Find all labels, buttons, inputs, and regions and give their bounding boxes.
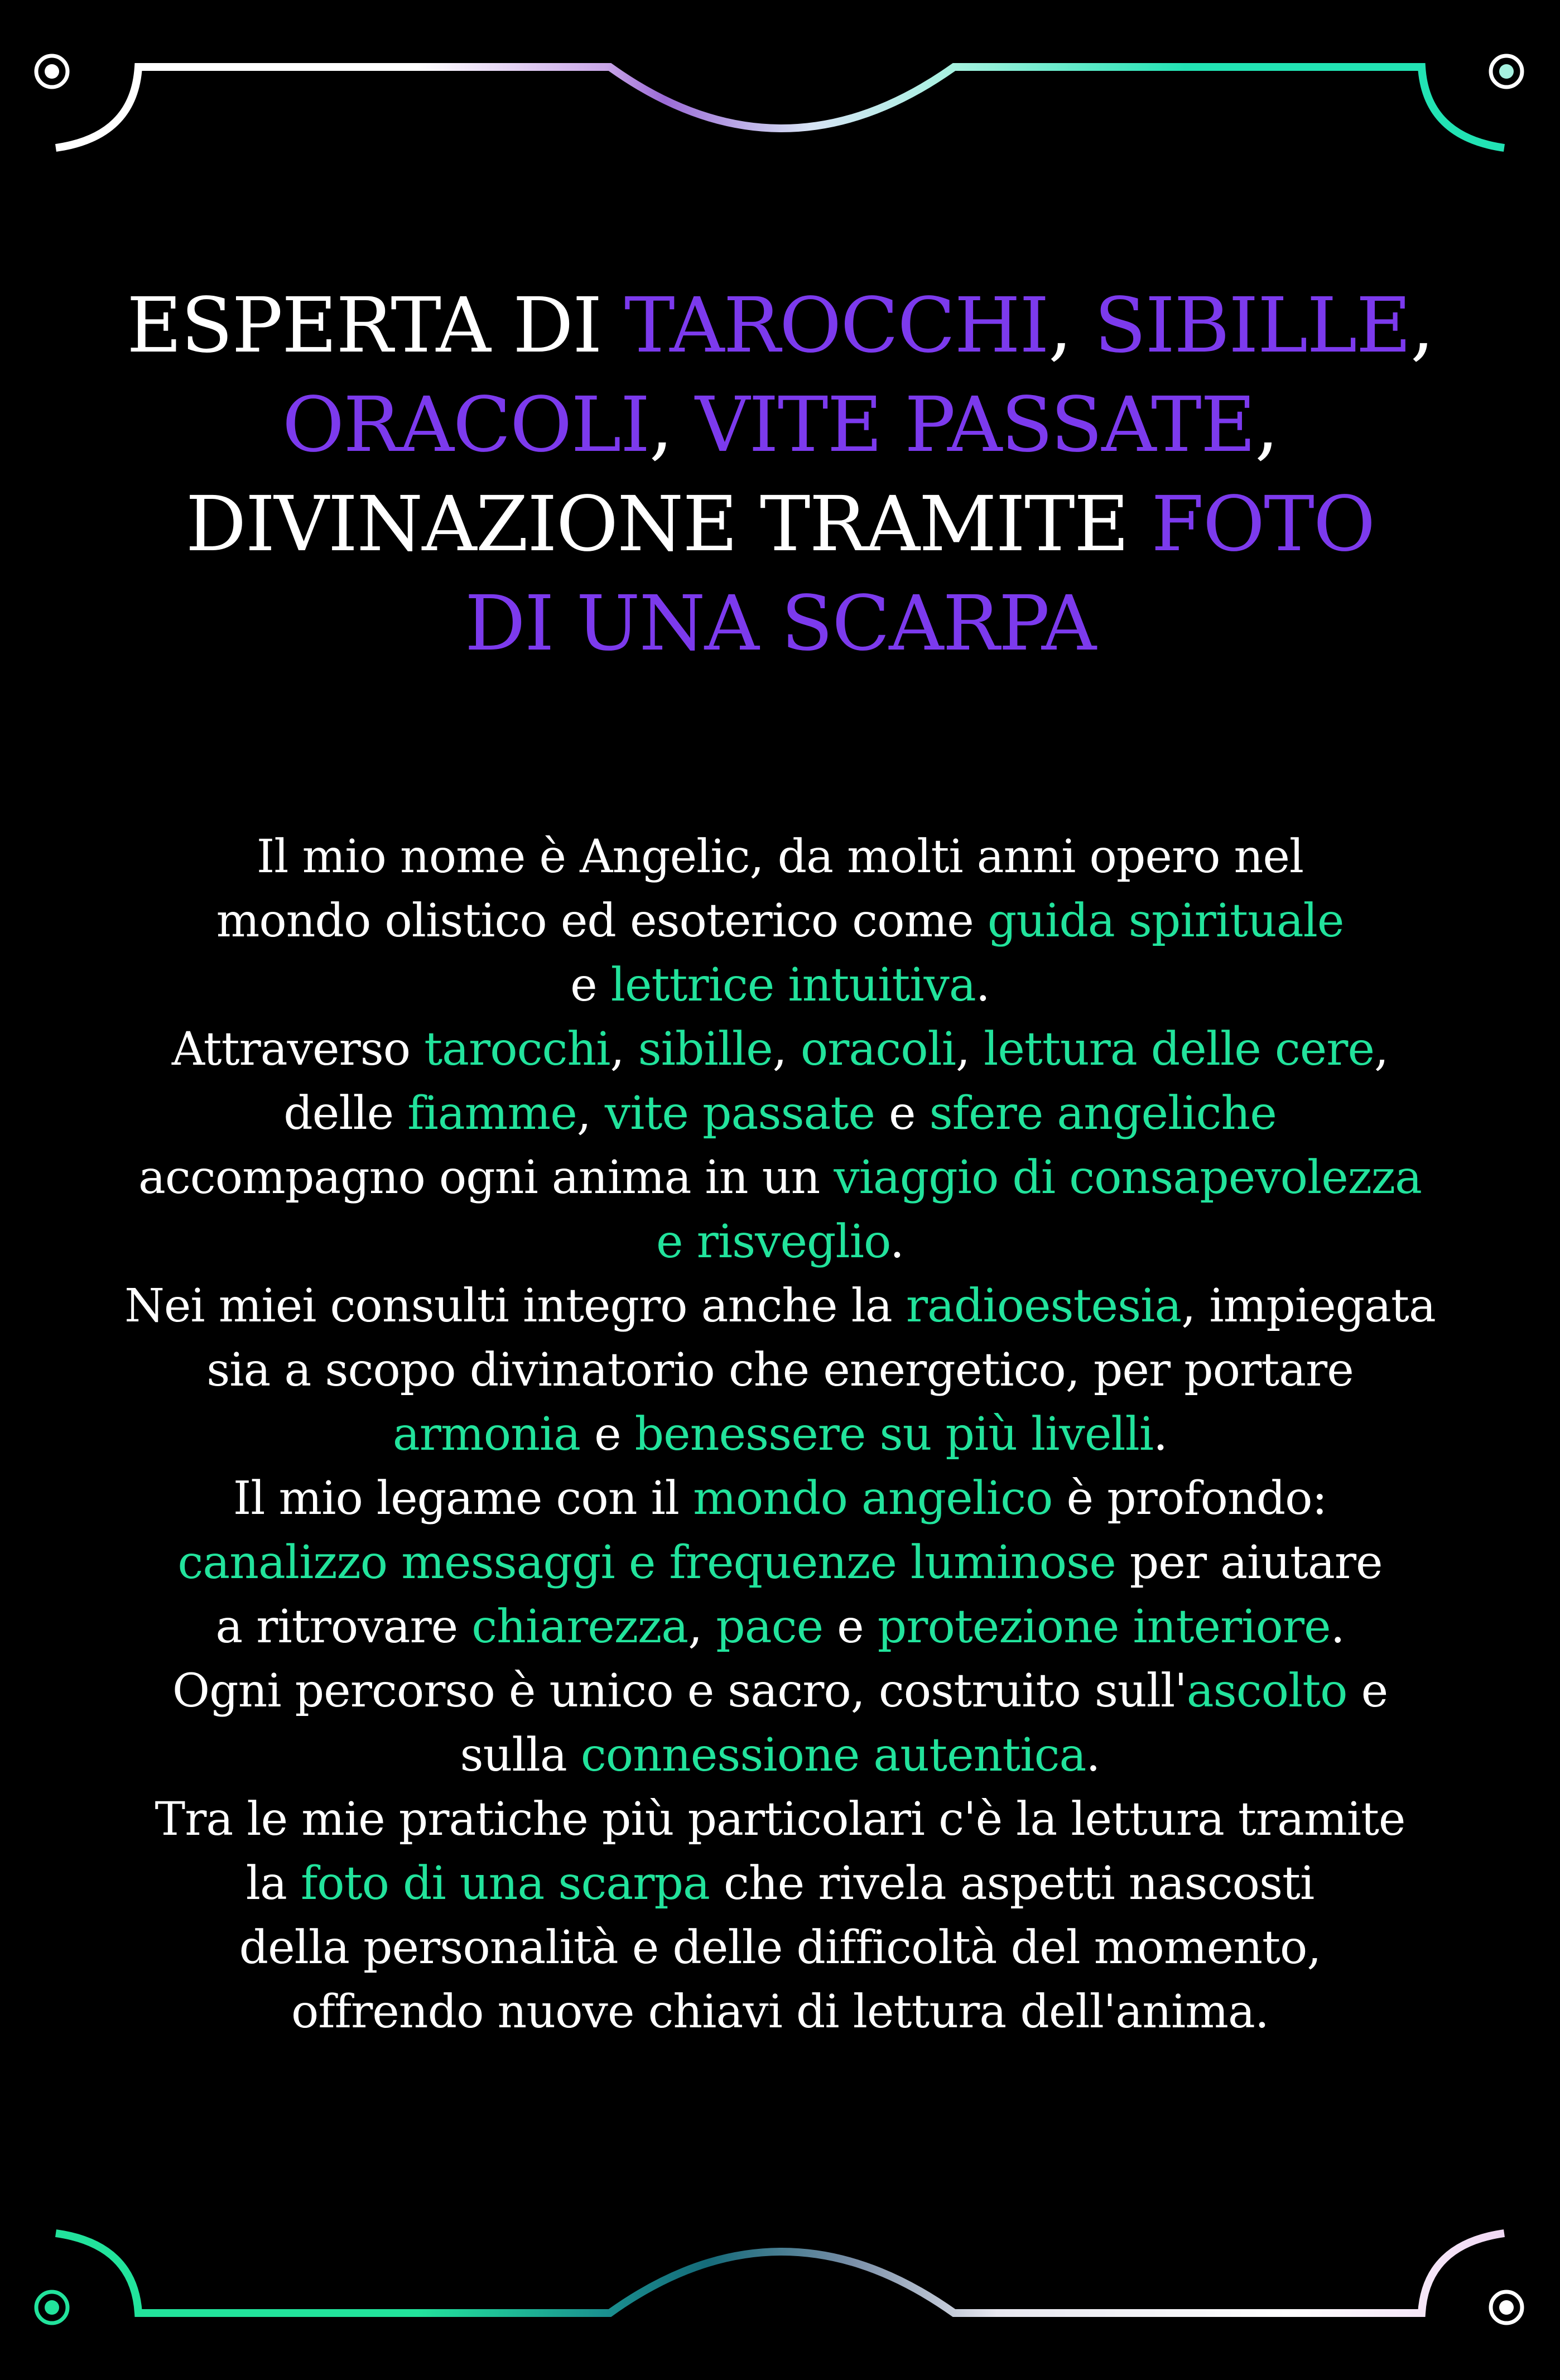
- body-line: [73, 1852, 1487, 1916]
- title-highlight-segment: DI UNA SCARPA: [464, 580, 1096, 668]
- body-line: [73, 1017, 1487, 1081]
- body-line: [73, 1081, 1487, 1146]
- body-line: [73, 1916, 1487, 1980]
- body-text-segment: e: [823, 1600, 878, 1653]
- headline: [89, 276, 1471, 674]
- body-highlight-segment: lettura delle cere: [984, 1023, 1375, 1076]
- body-text-segment: delle: [283, 1087, 408, 1140]
- body-text-segment: è profondo:: [1052, 1472, 1327, 1525]
- body-text-segment: .: [1153, 1408, 1168, 1461]
- title-highlight-segment: VITE PASSATE: [695, 381, 1255, 469]
- body-highlight-segment: pace: [716, 1600, 824, 1653]
- title-text-segment: DIVINAZIONE TRAMITE: [185, 480, 1152, 569]
- body-line: [73, 1595, 1487, 1659]
- body-highlight-segment: protezione interiore: [877, 1600, 1331, 1653]
- body-text-segment: della personalità e delle difficoltà del momento,: [239, 1921, 1321, 1974]
- body-highlight-segment: fiamme: [407, 1087, 577, 1140]
- body-highlight-segment: benessere su più livelli: [634, 1408, 1154, 1461]
- body-highlight-segment: tarocchi: [424, 1023, 610, 1076]
- body-text-segment: ,: [610, 1023, 638, 1076]
- title-text-segment: ,: [1410, 282, 1433, 370]
- body-line: [73, 953, 1487, 1017]
- body-text-segment: Tra le mie pratiche più particolari c'è la lettura tramite: [155, 1793, 1405, 1846]
- body-text-segment: accompagno ogni anima in un: [138, 1151, 834, 1204]
- title-line: [89, 376, 1471, 475]
- body-text-segment: e: [1347, 1665, 1388, 1718]
- body-line: [73, 1146, 1487, 1210]
- body-highlight-segment: armonia: [392, 1408, 580, 1461]
- body-line: [73, 1980, 1487, 2044]
- body-highlight-segment: sfere angeliche: [929, 1087, 1277, 1140]
- body-text-segment: ,: [1374, 1023, 1389, 1076]
- title-highlight-segment: SIBILLE: [1094, 282, 1410, 370]
- body-text-segment: offrendo nuove chiavi di lettura dell'anima.: [291, 1985, 1269, 2038]
- body-highlight-segment: canalizzo messaggi e frequenze luminose: [177, 1536, 1116, 1589]
- title-highlight-segment: FOTO: [1151, 480, 1375, 569]
- body-text-segment: , impiegata: [1181, 1280, 1436, 1333]
- body-text-segment: ,: [576, 1087, 605, 1140]
- body-highlight-segment: e risveglio: [656, 1215, 890, 1268]
- body-text-segment: per aiutare: [1115, 1536, 1383, 1589]
- body-highlight-segment: foto di una scarpa: [300, 1857, 710, 1910]
- body-text-segment: Nei miei consulti integro anche la: [124, 1280, 906, 1333]
- title-text-segment: ESPERTA DI: [127, 282, 624, 370]
- body-line: [73, 1787, 1487, 1852]
- body-highlight-segment: viaggio di consapevolezza: [834, 1151, 1422, 1204]
- corner-ornament-bottom-right: [1491, 2292, 1522, 2323]
- body-highlight-segment: vite passate: [604, 1087, 875, 1140]
- body-text-segment: che rivela aspetti nascosti: [709, 1857, 1315, 1910]
- title-text-segment: ,: [1048, 282, 1095, 370]
- body-highlight-segment: connessione autentica: [580, 1729, 1086, 1782]
- title-line: [89, 475, 1471, 574]
- body-text-segment: .: [975, 959, 990, 1012]
- title-line: [89, 574, 1471, 674]
- title-line: [89, 276, 1471, 376]
- body-highlight-segment: oracoli: [800, 1023, 956, 1076]
- title-highlight-segment: ORACOLI: [282, 381, 649, 469]
- body-highlight-segment: chiarezza: [471, 1600, 688, 1653]
- body-text-segment: ,: [688, 1600, 716, 1653]
- body-text-segment: Il mio legame con il: [233, 1472, 694, 1525]
- body-highlight-segment: mondo angelico: [693, 1472, 1053, 1525]
- title-text-segment: ,: [649, 381, 695, 469]
- body-text-segment: e: [874, 1087, 930, 1140]
- body-text-segment: e: [570, 959, 611, 1012]
- corner-ornament-top-left: [36, 56, 68, 87]
- description-text: [73, 825, 1487, 2044]
- body-text-segment: .: [1330, 1600, 1345, 1653]
- body-text-segment: Il mio nome è Angelic, da molti anni opero nel: [256, 830, 1304, 883]
- body-text-segment: mondo olistico ed esoterico come: [216, 895, 988, 948]
- body-text-segment: .: [1086, 1729, 1100, 1782]
- title-highlight-segment: TAROCCHI: [624, 282, 1048, 370]
- body-highlight-segment: radioestesia: [906, 1280, 1182, 1333]
- body-highlight-segment: lettrice intuitiva: [610, 959, 976, 1012]
- title-text-segment: ,: [1255, 381, 1278, 469]
- body-text-segment: la: [245, 1857, 301, 1910]
- body-highlight-segment: ascolto: [1186, 1665, 1347, 1718]
- body-line: [73, 1210, 1487, 1274]
- body-text-segment: a ritrovare: [215, 1600, 472, 1653]
- body-text-segment: ,: [956, 1023, 984, 1076]
- body-line: [73, 1723, 1487, 1787]
- body-line: [73, 1338, 1487, 1402]
- body-text-segment: sulla: [460, 1729, 581, 1782]
- body-text-segment: Attraverso: [171, 1023, 425, 1076]
- body-line: [73, 1467, 1487, 1531]
- body-line: [73, 1531, 1487, 1595]
- body-line: [73, 1274, 1487, 1338]
- body-text-segment: ,: [772, 1023, 801, 1076]
- body-text-segment: Ogni percorso è unico e sacro, costruito sull': [172, 1665, 1187, 1718]
- corner-ornament-top-right: [1491, 56, 1522, 87]
- body-text-segment: sia a scopo divinatorio che energetico, per portare: [206, 1344, 1354, 1397]
- body-line: [73, 1402, 1487, 1467]
- body-line: [73, 825, 1487, 889]
- body-text-segment: .: [889, 1215, 904, 1268]
- body-line: [73, 1659, 1487, 1723]
- body-text-segment: e: [580, 1408, 635, 1461]
- corner-ornament-bottom-left: [36, 2292, 68, 2323]
- body-line: [73, 889, 1487, 953]
- body-highlight-segment: sibille: [638, 1023, 773, 1076]
- body-highlight-segment: guida spirituale: [987, 895, 1344, 948]
